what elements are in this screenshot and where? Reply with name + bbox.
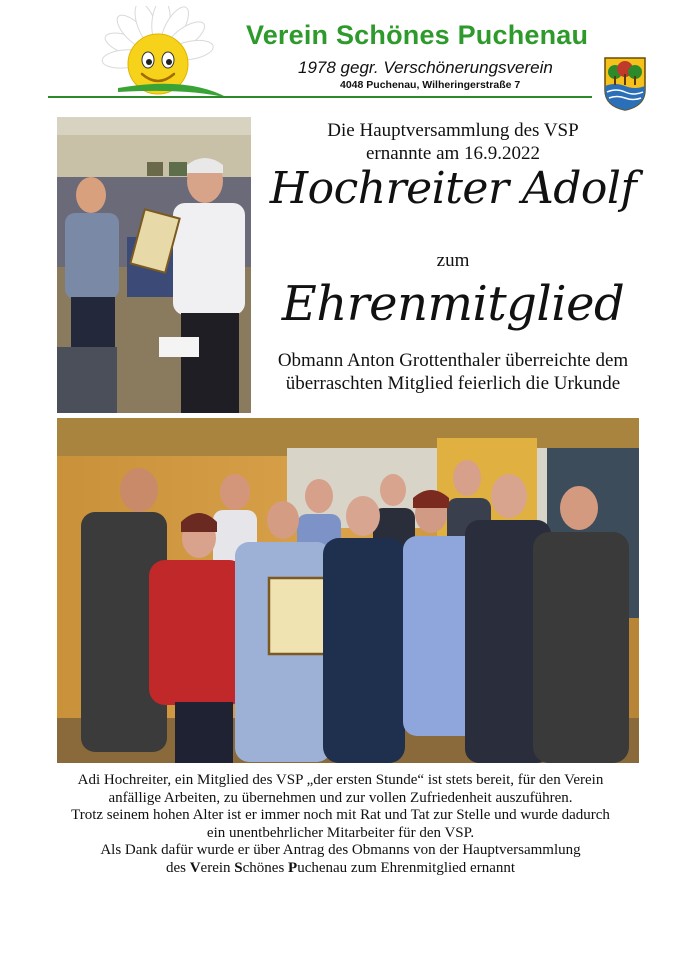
letterhead [0, 0, 681, 108]
group-photo [57, 418, 639, 763]
announcement-line-3: Obmann Anton Grottenthaler überreichte dem [277, 350, 629, 371]
body-line-6 [0, 860, 681, 878]
body-line-6-pre: des [165, 859, 190, 876]
body-line-6-rest: uchenau zum Ehrenmitglied ernannt [297, 859, 516, 876]
announcement-zum: zum [436, 250, 470, 271]
puchenau-coat-of-arms-icon [603, 56, 647, 112]
body-line-3: Trotz seinem hohen Alter ist er immer noch mit Rat und Tat zur Stelle und wurde dadurch [71, 807, 610, 824]
organization-address: 4048 Puchenau, Wilheringerstraße 7 [340, 79, 521, 91]
body-line-4: ein unentbehrlicher Mitarbeiter für den VSP. [206, 824, 475, 841]
smiling-sun-daisy-icon [78, 6, 228, 102]
honorary-title: Ehrenmitglied [281, 276, 625, 332]
body-line-2: anfällige Arbeiten, zu übernehmen und zur vollen Zufriedenheit auszuführen. [108, 789, 573, 806]
initial-v: V [189, 859, 201, 876]
announcement-line-2: ernannte am 16.9.2022 [365, 143, 541, 164]
announcement-line-4: überraschten Mitglied feierlich die Urkunde [285, 373, 621, 394]
certificate-handover-photo [57, 117, 251, 413]
organization-subtitle: 1978 gegr. Verschönerungsverein [298, 58, 553, 77]
body-line-5: Als Dank dafür wurde er über Antrag des Obmanns von der Hauptversammlung [100, 842, 581, 859]
organization-title: Verein Schönes Puchenau [246, 20, 589, 50]
initial-p: P [288, 859, 298, 876]
initial-s: S [234, 859, 243, 876]
body-line-6-schoenes: chönes [242, 859, 289, 876]
honoree-name: Hochreiter Adolf [269, 163, 637, 214]
announcement-line-1: Die Hauptversammlung des VSP [327, 120, 579, 141]
body-line-6-verein: erein [200, 859, 235, 876]
header-divider [48, 96, 592, 98]
body-paragraph [0, 772, 681, 878]
body-line-1: Adi Hochreiter, ein Mitglied des VSP „der ersten Stunde“ ist stets bereit, für den Verein [77, 772, 604, 788]
